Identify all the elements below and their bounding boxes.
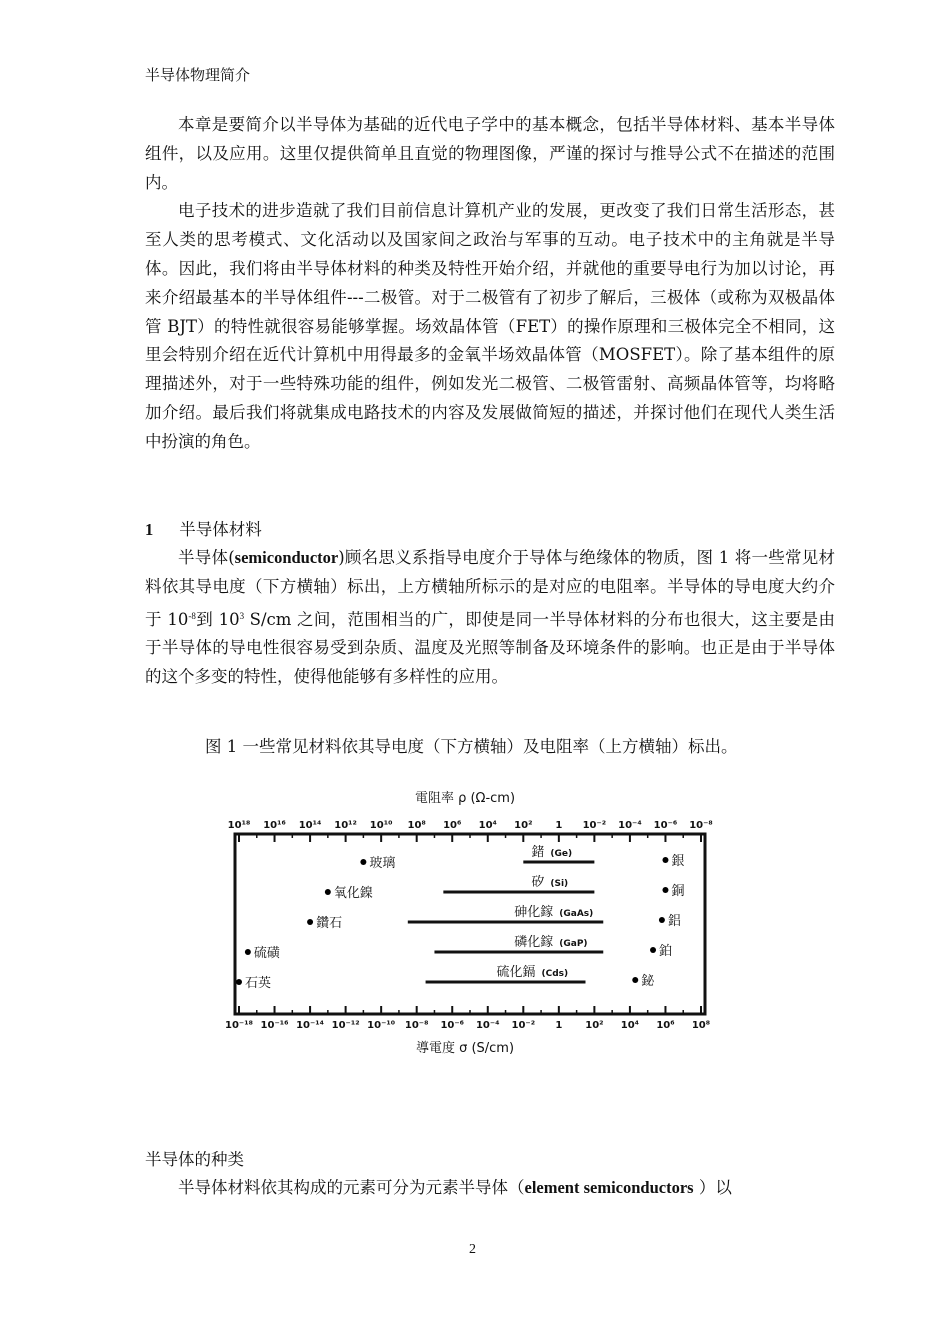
insulator-point (245, 949, 251, 955)
conductor-label: 銅 (671, 884, 685, 899)
bottom-tick-label: 10⁻¹² (331, 1020, 360, 1031)
conductivity-chart (215, 782, 715, 1072)
bottom-tick-label: 10⁻¹⁴ (296, 1020, 325, 1031)
top-tick-label: 10¹⁶ (263, 820, 286, 831)
top-tick-label: 10¹⁴ (298, 820, 322, 831)
bottom-tick-label: 10⁻² (511, 1020, 536, 1031)
semiconductor-name-label: 硫化鎘 (496, 965, 536, 980)
section1-block (145, 544, 835, 692)
figure-caption: 图 1 一些常见材料依其导电度（下方横轴）及电阻率（上方横轴）标出。 (205, 737, 738, 756)
bottom-tick-label: 1 (555, 1020, 563, 1031)
section1-paragraph (145, 544, 835, 692)
top-tick-label: 10² (514, 820, 533, 831)
term-semiconductor: semiconductor (234, 548, 339, 567)
semiconductor-name-label: 磷化鎵 (514, 935, 554, 950)
section-heading (145, 516, 262, 540)
text-run: 半导体( (178, 548, 235, 567)
semiconductor-name-label: 鍺 (531, 845, 545, 860)
bottom-tick-label: 10⁴ (620, 1020, 640, 1031)
insulator-point (236, 979, 242, 985)
bottom-tick-label: 10⁻⁸ (404, 1020, 429, 1031)
semiconductor-formula-label: (Ge) (550, 849, 573, 859)
conductor-label: 鉑 (659, 944, 673, 959)
insulator-label: 玻璃 (369, 856, 396, 871)
top-tick-label: 1 (555, 820, 563, 831)
exponent: -8 (188, 610, 196, 621)
subsection-heading: 半导体的种类 (145, 1150, 244, 1169)
conductor-point (650, 947, 656, 953)
term-element-semiconductors: element semiconductors (524, 1178, 694, 1197)
insulator-label: 氧化鎳 (333, 886, 373, 901)
top-tick-label: 10⁴ (478, 820, 497, 831)
semiconductor-name-label: 矽 (531, 875, 545, 890)
text-run: 到 10 (195, 609, 240, 629)
text-run: S/cm 之间，范围相当的广，即使是同一半导体材料的分布也很大，这主要是由于半导体的导电性很容易受到杂质、温度及光照等制备及环境条件的影响。也正是由于半导体的这个多变的特性，使得他能够有多样性的应用。 (145, 609, 835, 687)
insulator-point (307, 919, 313, 925)
bottom-tick-label: 10⁻⁶ (440, 1020, 465, 1031)
section-number: 1 (145, 520, 154, 539)
semiconductor-formula-label: (GaP) (559, 939, 588, 949)
insulator-point (360, 859, 366, 865)
intro-paragraph-1: 本章是要简介以半导体为基础的近代电子学中的基本概念，包括半导体材料、基本半导体组件，以及应用。这里仅提供简单且直觉的物理图像，严谨的探讨与推导公式不在描述的范围内。 (145, 115, 835, 192)
text-run: ）以 (693, 1178, 732, 1197)
top-axis-title: 電阻率 ρ (Ω-cm) (414, 791, 516, 806)
subsection-block (145, 1174, 835, 1203)
bottom-tick-label: 10⁻¹⁸ (225, 1020, 253, 1031)
conductor-point (662, 887, 668, 893)
semiconductor-formula-label: (GaAs) (559, 909, 594, 919)
conductor-label: 銀 (671, 854, 685, 869)
bottom-tick-label: 10⁻¹⁰ (367, 1020, 396, 1031)
page-number: 2 (469, 1242, 476, 1257)
bottom-tick-label: 10² (585, 1020, 604, 1031)
chart-svg (215, 782, 715, 1072)
insulator-label: 鑽石 (316, 916, 343, 931)
conductor-point (632, 977, 638, 983)
semiconductor-formula-label: (Si) (550, 879, 569, 889)
chart-frame (235, 834, 705, 1014)
insulator-point (325, 889, 331, 895)
top-tick-label: 10⁻⁴ (618, 820, 642, 831)
conductor-label: 鉍 (641, 974, 655, 989)
text-run: 半导体材料依其构成的元素可分为元素半导体（ (178, 1178, 525, 1197)
top-tick-label: 10⁻⁸ (689, 820, 713, 831)
top-tick-label: 10¹⁸ (227, 820, 251, 831)
top-tick-label: 10⁻⁶ (653, 820, 678, 831)
text-run: )顾名思义系指导电度介于导体与绝缘体的物质，图 1 将一些常见材料依其导电度（下方横轴）标出，上方横轴所标示的是对应的电阻率。半导体的导电度大约介于 10 (145, 548, 835, 629)
top-tick-label: 10¹² (334, 820, 357, 831)
intro-paragraph-2: 电子技术的进步造就了我们目前信息计算机产业的发展，更改变了我们日常生活形态，甚至人类的思考模式、文化活动以及国家间之政治与军事的互动。电子技术中的主角就是半导体。因此，我们将由半导体材料的种类及特性开始介绍，并就他的重要导电行为加以讨论，再来介绍最基本的半导体组件---二极管。对于二极管有了初步了解后，三极体（或称为双极晶体管 BJT）的特性就很容易能够掌握。场效晶体管（FET）的操作原理和三极体完全不相同，这里会特别介绍在近代计算机中用得最多的金氧半场效晶体管（MOSFET）。除了基本组件的原理描述外，对于一些特殊功能的组件，例如发光二极管、二极管雷射、高频晶体管等，均将略加介绍。最后我们将就集成电路技术的内容及发展做简短的描述，并探讨他们在现代人类生活中扮演的角色。 (145, 201, 835, 451)
semiconductor-formula-label: (Cds) (541, 969, 569, 979)
intro-block (145, 111, 835, 457)
bottom-tick-label: 10⁸ (691, 1020, 711, 1031)
section-title: 半导体材料 (179, 520, 262, 539)
bottom-axis-title: 導電度 σ (S/cm) (415, 1041, 515, 1056)
insulator-label: 硫磺 (253, 946, 280, 961)
top-tick-label: 10¹⁰ (369, 820, 393, 831)
top-tick-label: 10⁶ (443, 820, 462, 831)
exponent: 3 (239, 610, 245, 621)
semiconductor-name-label: 砷化鎵 (514, 905, 554, 920)
conductor-point (662, 857, 668, 863)
top-tick-label: 10⁸ (407, 820, 426, 831)
bottom-tick-label: 10⁻¹⁶ (260, 1020, 289, 1031)
running-title: 半导体物理简介 (145, 66, 251, 84)
bottom-tick-label: 10⁻⁴ (475, 1020, 500, 1031)
top-tick-label: 10⁻² (582, 820, 607, 831)
insulator-label: 石英 (245, 976, 272, 991)
bottom-tick-label: 10⁶ (656, 1020, 675, 1031)
conductor-point (659, 917, 665, 923)
conductor-label: 鋁 (667, 914, 681, 929)
subsection-paragraph (145, 1174, 835, 1203)
